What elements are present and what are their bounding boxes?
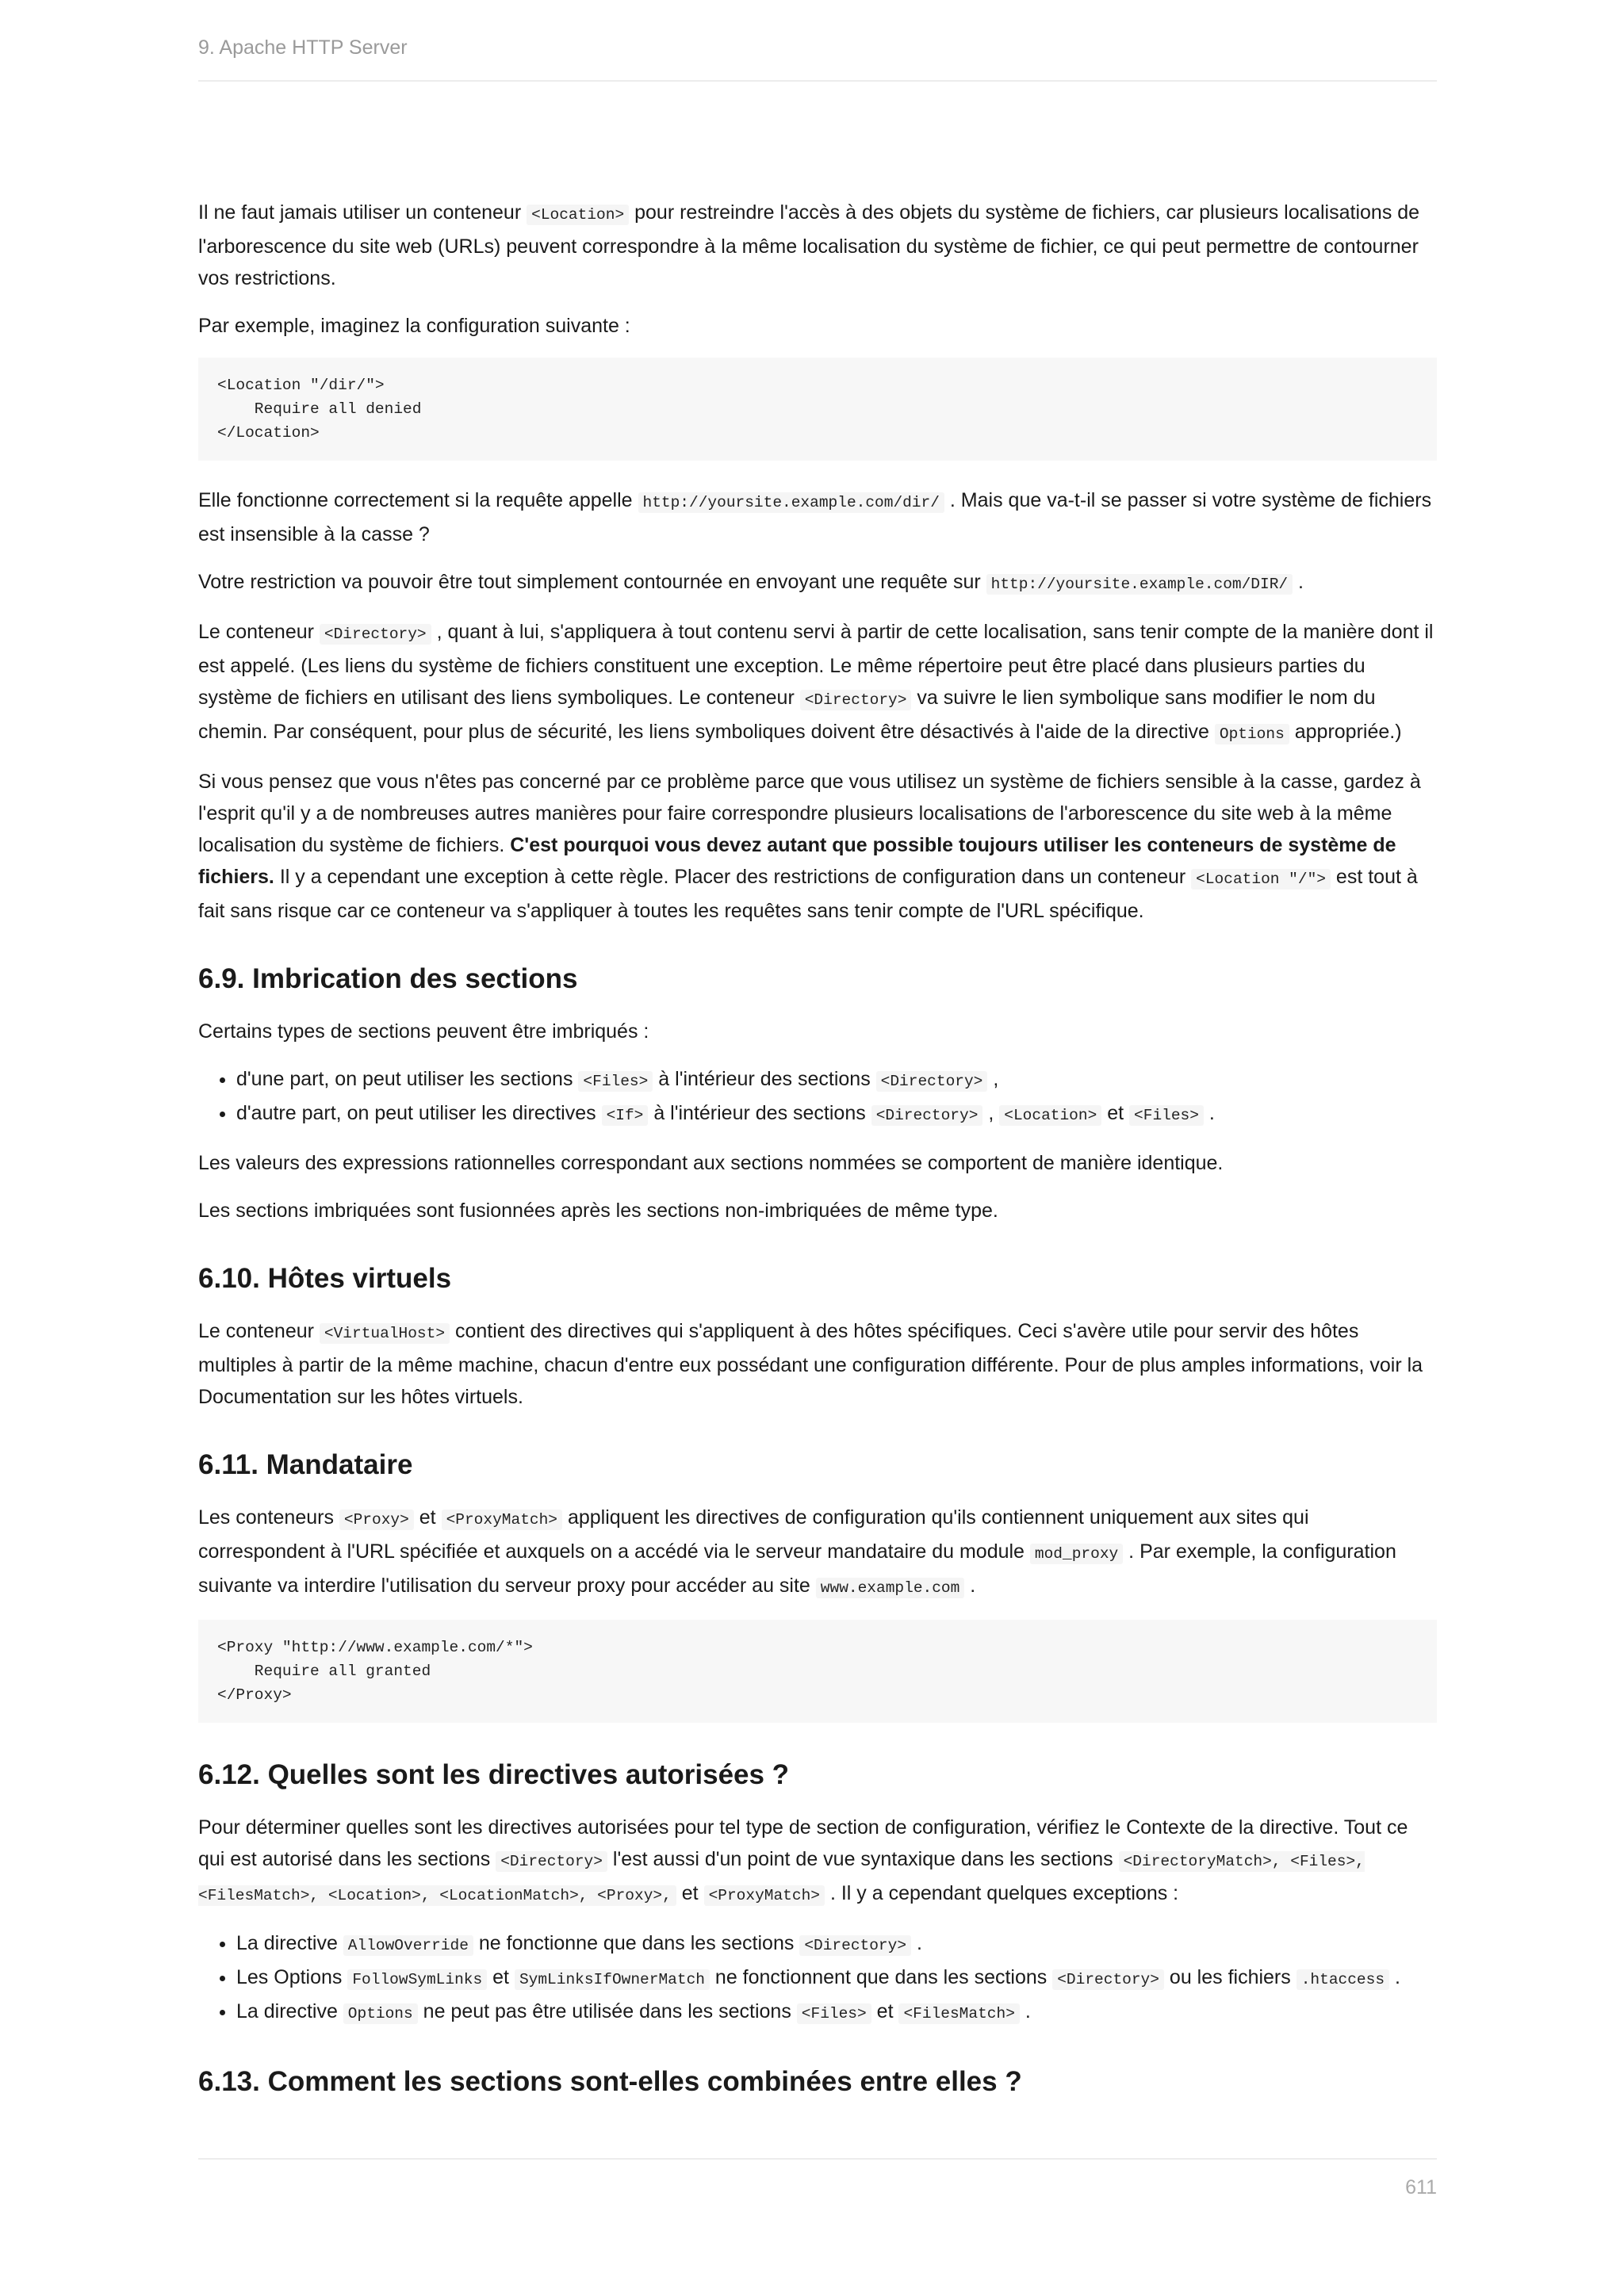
paragraph-location-warning: Il ne faut jamais utiliser un conteneur <Location> pour restreindre l'accès à des objets du système de fichiers, car plusieurs localisations de l'arborescence du site web (URLs) peuvent correspondre à la même localisation du système de fichier, ce qui peut permettre de contourner vos restrictions.	[198, 201, 1420, 289]
paragraph-merge-order: Les sections imbriquées sont fusionnées après les sections non-imbriquées de même type.	[198, 1200, 998, 1222]
paragraph-nesting-intro: Certains types de sections peuvent être imbriqués :	[198, 1020, 649, 1043]
section-heading-6-11: 6.11. Mandataire	[198, 1449, 413, 1480]
inline-code: <Files>	[578, 1071, 653, 1092]
paragraph-virtualhost: Le conteneur <VirtualHost> contient des directives qui s'appliquent à des hôtes spécifiques. Ceci s'avère utile pour servir des hôtes multiples à partir de la même machine, chacun d'entre eux possédant une configuration différente. Pour de plus amples informations, voir la Documentation sur les hôtes virtuels.	[198, 1320, 1423, 1408]
inline-code: <Directory>	[496, 1851, 607, 1872]
inline-code: <Directory>	[799, 1935, 911, 1956]
inline-code: <ProxyMatch>	[704, 1885, 825, 1906]
paragraph-proxy: Les conteneurs <Proxy> et <ProxyMatch> appliquent les directives de configuration qu'ils contiennent uniquement aux sites qui correspondent à l'URL spécifiée et auxquels on a accédé via le serveur mandataire du module mod_proxy . Par exemple, la configuration suivante va interdire l'utilisation du serveur proxy pour accéder au site www.example.com .	[198, 1506, 1396, 1597]
list-item: • La directive Options ne peut pas être utilisée dans les sections <Files> et <FilesMatch> .	[236, 1996, 1437, 2030]
list-item: • La directive AllowOverride ne fonctionne que dans les sections <Directory> .	[236, 1927, 1437, 1961]
inline-code: <Files>	[797, 2003, 871, 2024]
inline-code: <Directory>	[800, 690, 912, 710]
code-block-location: <Location "/dir/"> Require all denied </Location>	[198, 358, 1437, 461]
inline-code: <Location>	[999, 1105, 1101, 1126]
emphasis-text: C'est pourquoi vous devez autant que possible toujours utiliser les conteneurs de système de fichiers.	[198, 834, 1396, 888]
paragraph-case-question: Elle fonctionne correctement si la requête appelle http://yoursite.example.com/dir/ . Mais que va-t-il se passer si votre système de fichiers est insensible à la casse ?	[198, 489, 1432, 545]
inline-code: Options	[343, 2003, 418, 2024]
section-heading-6-10: 6.10. Hôtes virtuels	[198, 1263, 452, 1294]
nesting-list	[198, 1063, 1437, 1131]
inline-code: <Files>	[1129, 1105, 1204, 1126]
inline-code: FollowSymLinks	[347, 1969, 487, 1990]
header-divider	[198, 80, 1437, 82]
code-block-proxy: <Proxy "http://www.example.com/*"> Require all granted </Proxy>	[198, 1620, 1437, 1723]
paragraph-directory-container: Le conteneur <Directory> , quant à lui, s'appliquera à tout contenu servi à partir de cette localisation, sans tenir compte de la manière dont il est appelé. (Les liens du système de fichiers constituent une exception. Le même répertoire peut être placé dans plusieurs parties du système de fichiers en utilisant des liens symboliques. Le conteneur <Directory> va suivre le lien symbolique sans modifier le nom du chemin. Par conséquent, pour plus de sécurité, les liens symboliques doivent être désactivés à l'aide de la directive Options appropriée.)	[198, 621, 1434, 743]
inline-code: SymLinksIfOwnerMatch	[515, 1969, 710, 1990]
inline-code: <Directory>	[876, 1071, 988, 1092]
inline-code: <If>	[602, 1105, 649, 1126]
paragraph-allowed-directives: Pour déterminer quelles sont les directives autorisées pour tel type de section de configuration, vérifiez le Contexte de la directive. Tout ce qui est autorisé dans les sections <Directory> l'est aussi d'un point de vue syntaxique dans les sections <DirectoryMatch>, <Files>, <FilesMatch>, <Location>, <LocationMatch>, <Proxy>, et <ProxyMatch> . Il y a cependant quelques exceptions :	[198, 1816, 1408, 1904]
inline-code-url: http://yoursite.example.com/DIR/	[986, 574, 1293, 595]
inline-code: <Location "/">	[1191, 869, 1331, 890]
paragraph-regex-sections: Les valeurs des expressions rationnelles correspondant aux sections nommées se comportent de manière identique.	[198, 1152, 1224, 1174]
paragraph-example-intro: Par exemple, imaginez la configuration suivante :	[198, 315, 630, 337]
inline-code: AllowOverride	[343, 1935, 473, 1956]
inline-code: mod_proxy	[1030, 1544, 1123, 1564]
running-header: 9. Apache HTTP Server	[198, 36, 408, 59]
inline-code-url: http://yoursite.example.com/dir/	[638, 492, 944, 513]
inline-code: Options	[1215, 724, 1289, 744]
inline-code: www.example.com	[816, 1578, 965, 1598]
inline-code: <FilesMatch>	[898, 2003, 1019, 2024]
paragraph-bypass: Votre restriction va pouvoir être tout simplement contournée en envoyant une requête sur http://yoursite.example.com/DIR/ .	[198, 571, 1304, 593]
section-heading-6-9: 6.9. Imbrication des sections	[198, 963, 578, 994]
inline-code: .htaccess	[1297, 1969, 1389, 1990]
list-item: • d'une part, on peut utiliser les sections <Files> à l'intérieur des sections <Directory> ,	[236, 1063, 1437, 1097]
inline-code: <Directory>	[871, 1105, 983, 1126]
inline-code: <Proxy>	[339, 1510, 414, 1530]
inline-code: <VirtualHost>	[320, 1323, 450, 1344]
list-item: • d'autre part, on peut utiliser les directives <If> à l'intérieur des sections <Directory> , <Location> et <Files> .	[236, 1097, 1437, 1131]
paragraph-case-sensitive: Si vous pensez que vous n'êtes pas concerné par ce problème parce que vous utilisez un système de fichiers sensible à la casse, gardez à l'esprit qu'il y a de nombreuses autres manières pour faire correspondre plusieurs localisations de l'arborescence du site web à la même localisation du système de fichiers. C'est pourquoi vous devez autant que possible toujours utiliser les conteneurs de système de fichiers. Il y a cependant une exception à cette règle. Placer des restrictions de configuration dans un conteneur <Location "/"> est tout à fait sans risque car ce conteneur va s'appliquer à toutes les requêtes sans tenir compte de l'URL spécifique.	[198, 771, 1421, 922]
main-content	[198, 197, 1437, 2118]
inline-code: <ProxyMatch>	[442, 1510, 562, 1530]
exceptions-list	[198, 1927, 1437, 2030]
inline-code: <Directory>	[1052, 1969, 1164, 1990]
section-heading-6-13: 6.13. Comment les sections sont-elles combinées entre elles ?	[198, 2066, 1022, 2097]
page-number: 611	[1405, 2176, 1437, 2198]
list-item: • Les Options FollowSymLinks et SymLinksIfOwnerMatch ne fonctionnent que dans les sections <Directory> ou les fichiers .htaccess .	[236, 1961, 1437, 1996]
inline-code: <Location>	[527, 205, 629, 225]
inline-code: <Directory>	[320, 624, 431, 645]
inline-code: <DirectoryMatch>, <Files>, <FilesMatch>, <Location>, <LocationMatch>, <Proxy>,	[198, 1853, 1365, 1904]
section-heading-6-12: 6.12. Quelles sont les directives autorisées ?	[198, 1759, 790, 1790]
footer-divider	[198, 2158, 1437, 2160]
